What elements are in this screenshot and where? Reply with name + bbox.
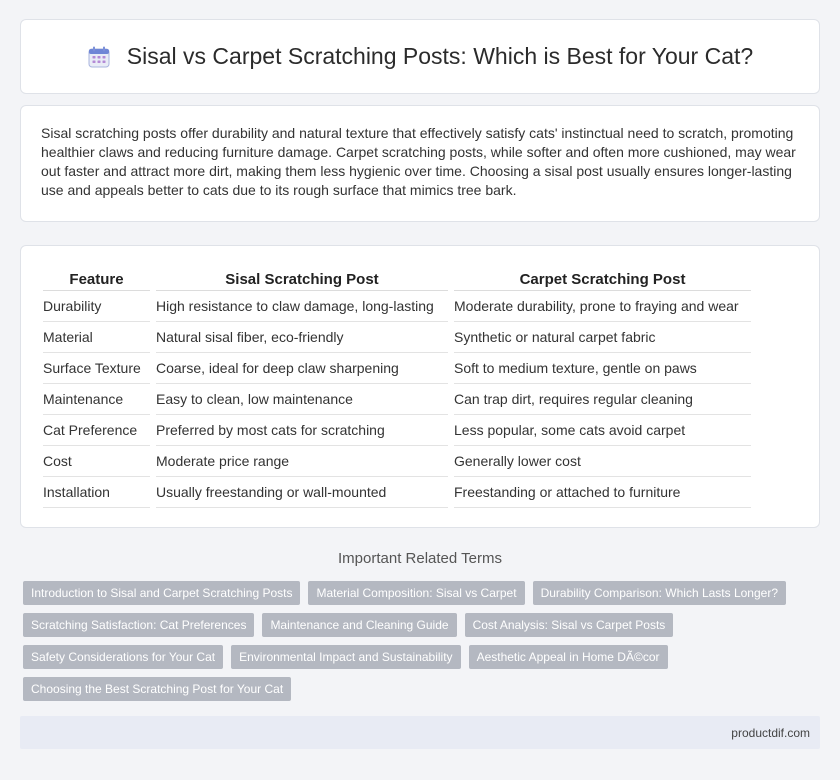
table-cell-carpet: Soft to medium texture, gentle on paws (454, 353, 751, 384)
table-cell-feature: Cost (43, 446, 150, 477)
table-cell-feature: Installation (43, 477, 150, 508)
footer (20, 716, 820, 749)
table-cell-carpet: Freestanding or attached to furniture (454, 477, 751, 508)
related-term-tag[interactable]: Maintenance and Cleaning Guide (262, 613, 456, 637)
related-term-tag[interactable]: Cost Analysis: Sisal vs Carpet Posts (465, 613, 674, 637)
related-terms-heading: Important Related Terms (338, 550, 502, 567)
table-cell-carpet: Less popular, some cats avoid carpet (454, 415, 751, 446)
related-term-tag[interactable]: Scratching Satisfaction: Cat Preferences (23, 613, 254, 637)
intro-card (20, 105, 820, 222)
related-term-tag[interactable]: Aesthetic Appeal in Home DÃ©cor (469, 645, 668, 669)
comparison-table (37, 266, 757, 508)
related-term-tag[interactable]: Safety Considerations for Your Cat (23, 645, 223, 669)
related-term-tag[interactable]: Material Composition: Sisal vs Carpet (308, 581, 524, 605)
related-term-tag[interactable]: Introduction to Sisal and Carpet Scratching Posts (23, 581, 300, 605)
table-cell-sisal: Coarse, ideal for deep claw sharpening (156, 353, 448, 384)
calendar-icon (87, 45, 111, 69)
footer-site-link[interactable]: productdif.com (731, 725, 810, 740)
table-row (43, 322, 751, 353)
table-cell-feature: Cat Preference (43, 415, 150, 446)
related-term-tag[interactable]: Choosing the Best Scratching Post for Your Cat (23, 677, 291, 701)
table-cell-feature: Maintenance (43, 384, 150, 415)
table-cell-feature: Material (43, 322, 150, 353)
intro-text: Sisal scratching posts offer durability and natural texture that effectively satisfy cats' instinctual need to scratch, promoting healthier claws and reducing furniture damage. Carpet scratching posts, while softer and often more cushioned, may wear out faster and attract more dirt, making them less hygienic over time. Choosing a sisal post usually ensures longer-lasting use and appeals better to cats due to its rough surface that mimics tree bark. (41, 125, 796, 198)
table-row (43, 446, 751, 477)
table-cell-carpet: Generally lower cost (454, 446, 751, 477)
table-cell-feature: Surface Texture (43, 353, 150, 384)
table-cell-sisal: High resistance to claw damage, long-lasting (156, 291, 448, 322)
table-cell-sisal: Easy to clean, low maintenance (156, 384, 448, 415)
table-row (43, 291, 751, 322)
table-row (43, 384, 751, 415)
table-cell-carpet: Synthetic or natural carpet fabric (454, 322, 751, 353)
related-term-tag[interactable]: Environmental Impact and Sustainability (231, 645, 460, 669)
table-cell-sisal: Usually freestanding or wall-mounted (156, 477, 448, 508)
column-header-carpet: Carpet Scratching Post (454, 266, 751, 291)
table-cell-sisal: Moderate price range (156, 446, 448, 477)
table-row (43, 477, 751, 508)
column-header-sisal: Sisal Scratching Post (156, 266, 448, 291)
table-cell-sisal: Preferred by most cats for scratching (156, 415, 448, 446)
table-cell-carpet: Moderate durability, prone to fraying and wear (454, 291, 751, 322)
column-header-feature: Feature (43, 266, 150, 291)
table-row (43, 415, 751, 446)
table-cell-feature: Durability (43, 291, 150, 322)
page-title: Sisal vs Carpet Scratching Posts: Which is Best for Your Cat? (126, 43, 754, 69)
related-terms-list (23, 581, 813, 701)
table-row (43, 353, 751, 384)
table-cell-carpet: Can trap dirt, requires regular cleaning (454, 384, 751, 415)
table-cell-sisal: Natural sisal fiber, eco-friendly (156, 322, 448, 353)
comparison-card (20, 245, 820, 528)
title-card (20, 19, 820, 94)
related-term-tag[interactable]: Durability Comparison: Which Lasts Longer? (533, 581, 786, 605)
table-header-row (43, 266, 751, 291)
